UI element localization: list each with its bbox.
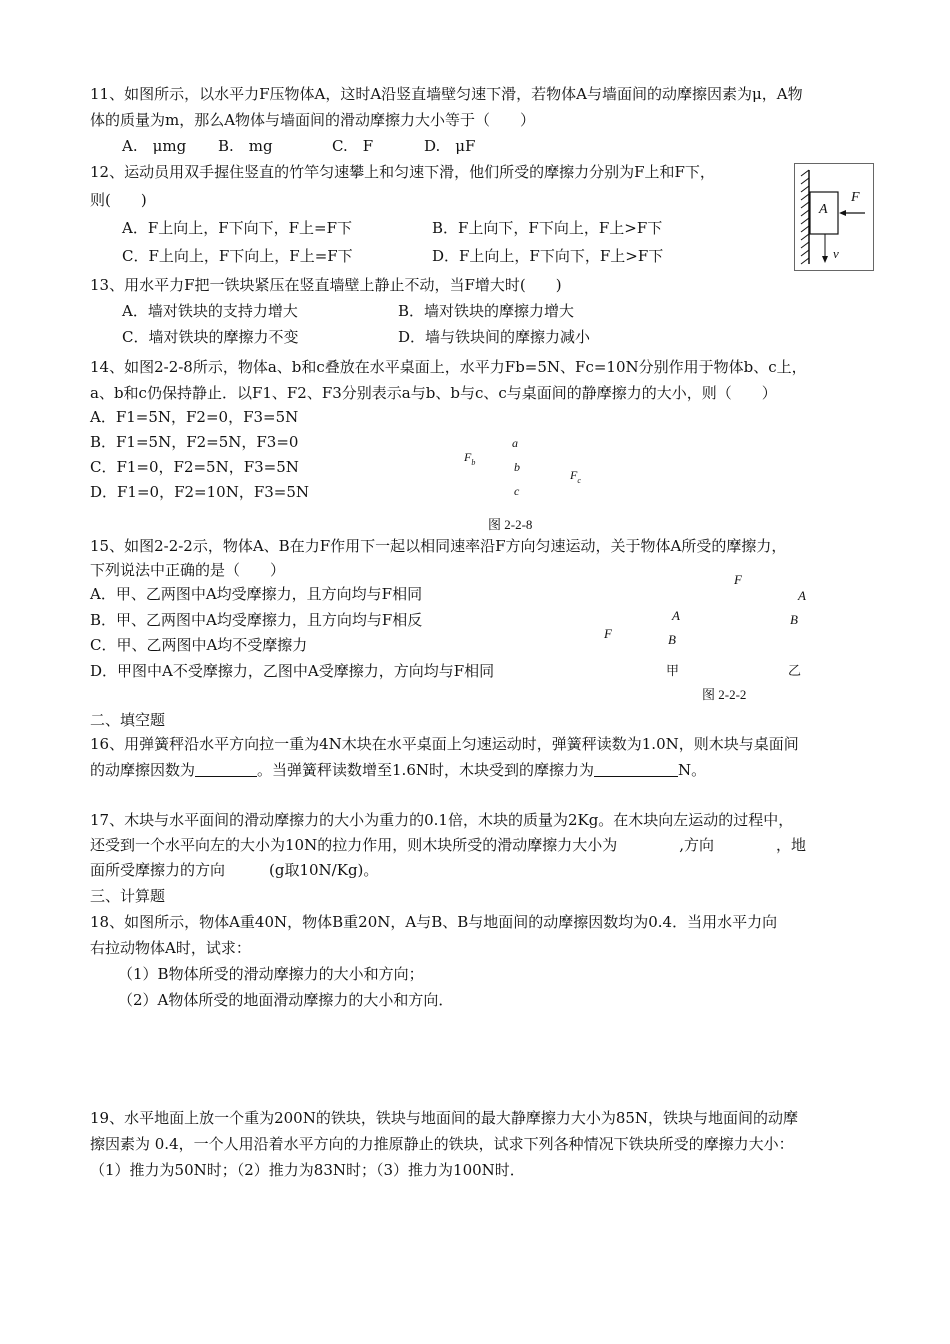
q15-option-c: C．甲、乙两图中A均不受摩擦力: [90, 636, 308, 654]
q15-option-b: B．甲、乙两图中A均受摩擦力，且方向均与F相反: [90, 611, 423, 629]
q16-line2: 的动摩擦因数为 。当弹簧秤读数增至1.6N时，木块受到的摩擦力为 N。: [90, 761, 707, 779]
fig228-label-b: b: [514, 460, 520, 474]
wall-block-label: A: [819, 202, 828, 217]
fig222-label-f1: F: [604, 626, 612, 641]
q14-option-d: D．F1=0，F2=10N，F3=5N: [90, 483, 310, 501]
fig222-caption: 图 2-2-2: [702, 687, 747, 702]
q13-option-b: B．墙对铁块的摩擦力增大: [398, 302, 575, 320]
q16-blank-2[interactable]: [594, 762, 678, 777]
q18-line1: 18、如图所示，物体A重40N，物体B重20N，A与B、B与地面间的动摩擦因数均为0.4．当用水平力向: [90, 913, 778, 931]
q11-line2: 体的质量为m，那么A物体与墙面间的滑动摩擦力大小等于（ ）: [90, 111, 536, 129]
q14-option-a: A．F1=5N，F2=0，F3=5N: [90, 408, 299, 426]
section-calculation-heading: 三、计算题: [90, 887, 166, 905]
q13-option-c: C．墙对铁块的摩擦力不变: [122, 328, 299, 346]
wall-velocity-label: v: [833, 246, 839, 261]
q11-option-c: C. F: [332, 137, 374, 155]
q19-line1: 19、水平地面上放一个重为200N的铁块，铁块与地面间的最大静摩擦力大小为85N，铁块与地面间的动摩: [90, 1109, 799, 1127]
fig228-caption: 图 2-2-8: [488, 517, 533, 532]
fig228-label-a: a: [512, 436, 518, 450]
q12-option-a: A．F上向上，F下向下，F上=F下: [122, 219, 353, 237]
q12-option-b: B．F上向下，F下向上，F上>F下: [432, 219, 663, 237]
wall-figure: [794, 163, 874, 271]
q13-option-a: A．墙对铁块的支持力增大: [122, 302, 298, 320]
q15-option-a: A．甲、乙两图中A均受摩擦力，且方向均与F相同: [90, 585, 423, 603]
fig228-label-fc: $F_c$: [570, 468, 581, 485]
q11-line1: 11、如图所示，以水平力F压物体A，这时A沿竖直墙壁匀速下滑，若物体A与墙面间的动摩擦因素为μ，A物: [90, 85, 803, 103]
q11-option-a: A. μmg: [122, 137, 187, 155]
q15-option-d: D．甲图中A不受摩擦力，乙图中A受摩擦力，方向均与F相同: [90, 662, 495, 680]
fig222-label-yi: 乙: [788, 663, 802, 678]
q12-line1: 12、运动员用双手握住竖直的竹竿匀速攀上和匀速下滑，他们所受的摩擦力分别为F上和F下，: [90, 163, 715, 181]
fig228-label-fb: $F_b$: [464, 450, 476, 467]
fig222-label-jia: 甲: [666, 663, 680, 678]
fig222-label-a2: A: [798, 588, 806, 603]
q15-line1: 15、如图2-2-2示，物体A、B在力F作用下一起以相同速率沿F方向匀速运动，关于物体A所受的摩擦力，: [90, 537, 787, 555]
q14-option-c: C．F1=0，F2=5N，F3=5N: [90, 458, 299, 476]
q17-line1: 17、木块与水平面间的滑动摩擦力的大小为重力的0.1倍，木块的质量为2Kg。在木块向左运动的过程中，: [90, 811, 794, 829]
q15-line2: 下列说法中正确的是（ ）: [90, 561, 286, 579]
q14-line1: 14、如图2-2-8所示，物体a、b和c叠放在水平桌面上，水平力Fb=5N、Fc=10N分别作用于物体b、c上，: [90, 358, 807, 376]
q12-option-c: C．F上向上，F下向上，F上=F下: [122, 247, 353, 265]
q12-line2: 则( ): [90, 191, 147, 209]
fig222-label-b2: B: [790, 612, 798, 627]
section-fill-in-heading: 二、填空题: [90, 711, 166, 729]
q17-line2: 还受到一个水平向左的大小为10N的拉力作用，则木块所受的滑动摩擦力大小为 ,方向 ，地: [90, 836, 807, 854]
q18-sub1: （1）B物体所受的滑动摩擦力的大小和方向；: [118, 965, 424, 983]
q14-line2: a、b和c仍保持静止．以F1、F2、F3分别表示a与b、b与c、c与桌面间的静摩擦力的大小，则（ ）: [90, 384, 777, 402]
q16-blank-1[interactable]: [195, 762, 257, 777]
fig222-label-b1: B: [668, 632, 676, 647]
q18-sub2: （2）A物体所受的地面滑动摩擦力的大小和方向．: [118, 991, 454, 1009]
q19-line3: （1）推力为50N时；（2）推力为83N时；（3）推力为100N时．: [90, 1161, 525, 1179]
fig222-label-a1: A: [672, 608, 680, 623]
q18-line2: 右拉动物体A时，试求：: [90, 939, 251, 957]
fig228-label-c: c: [514, 484, 520, 498]
q17-line3: 面所受摩擦力的方向 (g取10N/Kg)。: [90, 861, 379, 879]
q16-line1: 16、用弹簧秤沿水平方向拉一重为4N木块在水平桌面上匀速运动时，弹簧秤读数为1.0N，则木块与桌面间: [90, 735, 799, 753]
fig222-label-f2: F: [734, 572, 742, 587]
wall-force-label: F: [851, 190, 860, 205]
q13-option-d: D．墙与铁块间的摩擦力减小: [398, 328, 591, 346]
q12-option-d: D．F上向上，F下向下，F上>F下: [432, 247, 664, 265]
q19-line2: 擦因素为 0.4，一个人用沿着水平方向的力推原静止的铁块，试求下列各种情况下铁块所受的摩擦力大小：: [90, 1135, 794, 1153]
q14-option-b: B．F1=5N，F2=5N，F3=0: [90, 433, 299, 451]
q11-option-b: B. mg: [218, 137, 273, 155]
q11-option-d: D. μF: [424, 137, 476, 155]
q13-line1: 13、用水平力F把一铁块紧压在竖直墙壁上静止不动，当F增大时( ): [90, 276, 562, 294]
